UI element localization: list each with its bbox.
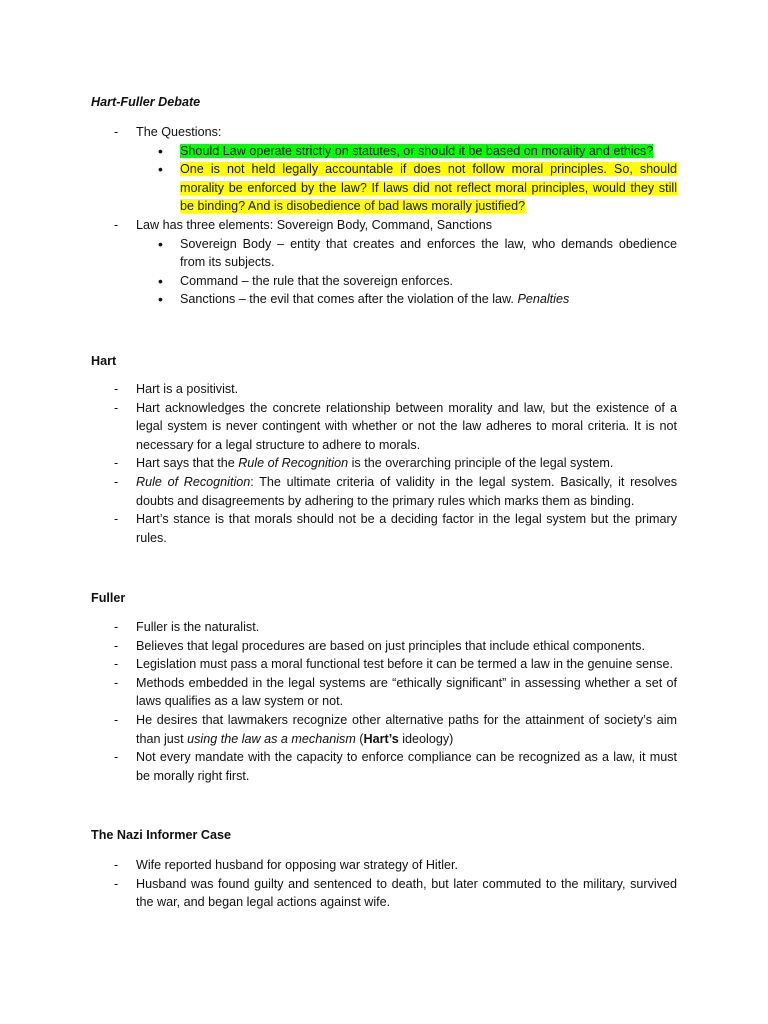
list-item	[0, 216, 768, 309]
fuller-point-5-b: using the law as a mechanism	[187, 731, 356, 746]
list-item	[0, 655, 768, 674]
list-item	[0, 399, 768, 455]
list-item	[0, 674, 768, 711]
fuller-point-5-d: Hart’s	[363, 731, 399, 746]
nazi-case-point-2: Husband was found guilty and sentenced to death, but later commuted to the military, survived the war, and began legal actions against wife.	[136, 876, 677, 910]
highlighted-question-1: Should Law operate strictly on statutes, or should it be based on morality and ethics?	[180, 143, 654, 158]
fuller-list	[0, 618, 768, 785]
fuller-point-6: Not every mandate with the capacity to enforce compliance can be recognized as a law, it must be morally right first.	[136, 750, 677, 783]
list-item	[136, 235, 677, 272]
list-item	[0, 856, 768, 875]
fuller-point-2: Believes that legal procedures are based on just principles that include ethical components.	[136, 638, 645, 653]
hart-point-3-c: is the overarching principle of the legal system.	[348, 456, 614, 471]
fuller-point-1: Fuller is the naturalist.	[136, 620, 260, 634]
questions-bullets	[136, 142, 677, 216]
list-item	[0, 637, 768, 656]
elements-bullets	[136, 235, 677, 309]
hart-list	[0, 380, 768, 547]
elements-label: Law has three elements: Sovereign Body, Command, Sanctions	[136, 217, 493, 232]
list-item	[0, 748, 768, 785]
hart-point-3-b: Rule of Recognition	[238, 456, 349, 471]
fuller-point-3: Legislation must pass a moral functional test before it can be termed a law in the genuine sense.	[136, 657, 673, 672]
hart-point-5: Hart’s stance is that morals should not be a deciding factor in the legal system but the primary rules.	[136, 512, 677, 545]
list-item	[136, 290, 677, 309]
list-item	[0, 711, 768, 748]
fuller-point-5-a: He desires that lawmakers recognize other alternative paths for the attainment of society’s aim than just	[136, 712, 677, 746]
nazi-case-point-1: Wife reported husband for opposing war strategy of Hitler.	[136, 858, 459, 872]
hart-point-4-a: Rule of Recognition	[136, 474, 251, 489]
list-item	[0, 510, 768, 547]
list-item	[0, 473, 768, 510]
nazi-case-list	[0, 856, 768, 912]
fuller-point-5-e: ideology)	[398, 731, 454, 746]
list-item	[136, 160, 677, 216]
section-title-hart: Hart	[91, 354, 117, 368]
list-item	[136, 272, 677, 291]
fuller-point-5-c: (	[355, 731, 364, 746]
hart-point-3-a: Hart says that the	[136, 456, 239, 471]
list-item	[0, 380, 768, 399]
list-item	[0, 123, 768, 216]
element-command: Command – the rule that the sovereign enforces.	[180, 273, 454, 288]
list-item	[0, 618, 768, 637]
section-title-hart-fuller-debate: Hart-Fuller Debate	[91, 95, 201, 109]
hart-point-4-b: : The ultimate criteria of validity in the legal system. Basically, it resolves doubts and disagreements by adhering to the primary rules which marks them as binding.	[136, 474, 677, 508]
list-item	[136, 142, 677, 161]
element-sovereign-body: Sovereign Body – entity that creates and enforces the law, who demands obedience from its subjects.	[180, 236, 677, 270]
highlighted-question-2: One is not held legally accountable if does not follow moral principles. So, should morality be enforced by the law? If laws did not reflect moral principles, would they still be binding? And is disobedience of bad laws morally justified?	[180, 162, 677, 214]
hart-point-2: Hart acknowledges the concrete relationship between morality and law, but the existence of a legal system is never contingent with whether or not the law adheres to moral criteria. It is not necessary for a legal structure to adhere to morals.	[136, 400, 677, 452]
list-item	[0, 875, 768, 912]
fuller-point-4: Methods embedded in the legal systems are “ethically significant” in assessing whether a set of laws qualifies as a law system or not.	[136, 675, 677, 709]
section-title-fuller: Fuller	[91, 591, 126, 605]
hart-point-1: Hart is a positivist.	[136, 382, 239, 396]
element-sanctions-penalties: Penalties	[517, 292, 570, 307]
questions-list	[0, 123, 768, 309]
section-title-nazi-informer-case: The Nazi Informer Case	[91, 828, 231, 842]
element-sanctions: Sanctions – the evil that comes after the violation of the law.	[180, 292, 518, 307]
list-item	[0, 454, 768, 473]
questions-label: The Questions:	[136, 125, 222, 139]
